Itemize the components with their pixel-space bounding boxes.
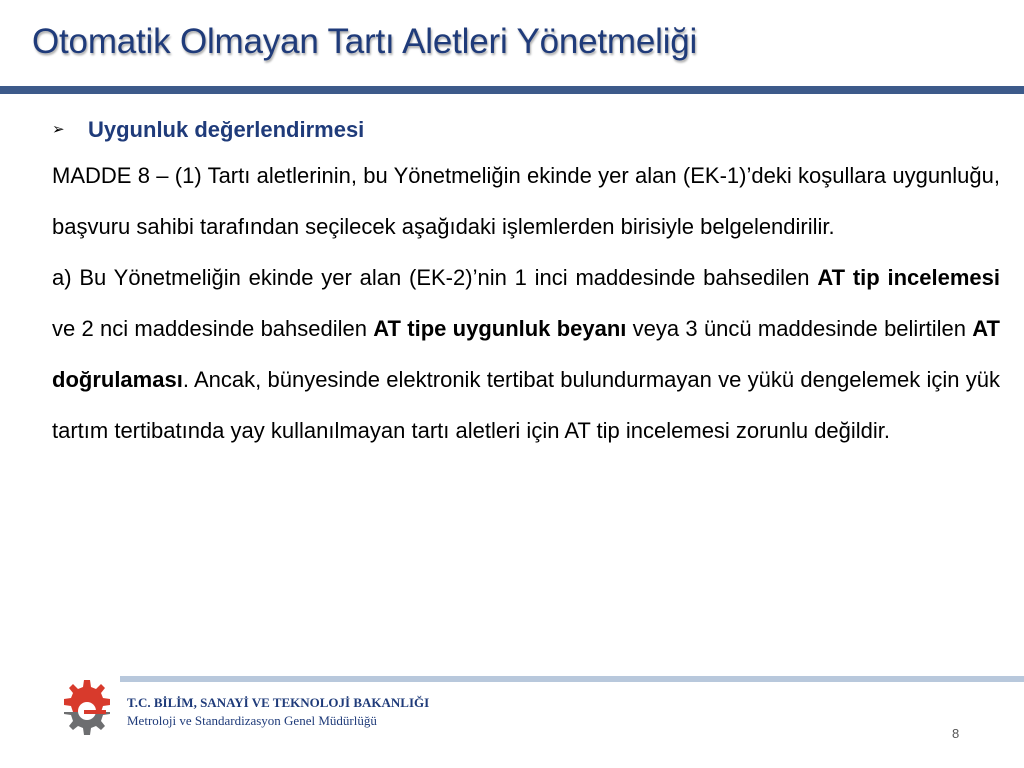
bullet-heading-row bbox=[52, 108, 1000, 150]
slide-content bbox=[52, 108, 1000, 456]
para-a-text-1: a) Bu Yönetmeliğin ekinde yer alan (EK-2)’nin 1 inci maddesinde bahsedilen bbox=[52, 265, 818, 290]
para-a-text-3: veya 3 üncü maddesinde belirtilen bbox=[626, 316, 973, 341]
para-a-bold-1: AT tip incelemesi bbox=[817, 265, 1000, 290]
para-a-text-2: ve 2 nci maddesinde bahsedilen bbox=[52, 316, 374, 341]
footer-divider bbox=[120, 676, 1024, 682]
ministry-line-2: Metroloji ve Standardizasyon Genel Müdürlüğü bbox=[127, 713, 377, 728]
paragraph-madde-8: MADDE 8 – (1) Tartı aletlerinin, bu Yönetmeliğin ekinde yer alan (EK-1)’deki koşullara uygunluğu, başvuru sahibi tarafından seçilecek aşağıdaki işlemlerden birisiyle belgelendirilir. bbox=[52, 163, 1000, 239]
para-a-text-4: . Ancak, bünyesinde elektronik tertibat bulundurmayan ve yükü dengelemek için yük tartım tertibatında yay kullanılmayan tartı aletleri için AT tip incelemesi zorunlu değildir. bbox=[52, 367, 1000, 443]
ministry-name bbox=[127, 694, 429, 730]
page-number: 8 bbox=[952, 726, 960, 741]
paragraph-item-a bbox=[52, 252, 1000, 456]
arrow-bullet-icon: ➢ bbox=[52, 120, 65, 138]
para-a-bold-2: AT tipe uygunluk beyanı bbox=[373, 316, 627, 341]
bullet-heading: Uygunluk değerlendirmesi bbox=[88, 116, 365, 142]
ministry-line-1: T.C. BİLİM, SANAYİ VE TEKNOLOJİ BAKANLIĞI bbox=[127, 695, 430, 710]
slide-title: Otomatik Olmayan Tartı Aletleri Yönetmeliği bbox=[32, 22, 698, 61]
para-a-bold-3: AT doğrulaması bbox=[52, 316, 1000, 392]
title-divider bbox=[0, 86, 1024, 94]
gear-logo-icon bbox=[54, 678, 120, 744]
